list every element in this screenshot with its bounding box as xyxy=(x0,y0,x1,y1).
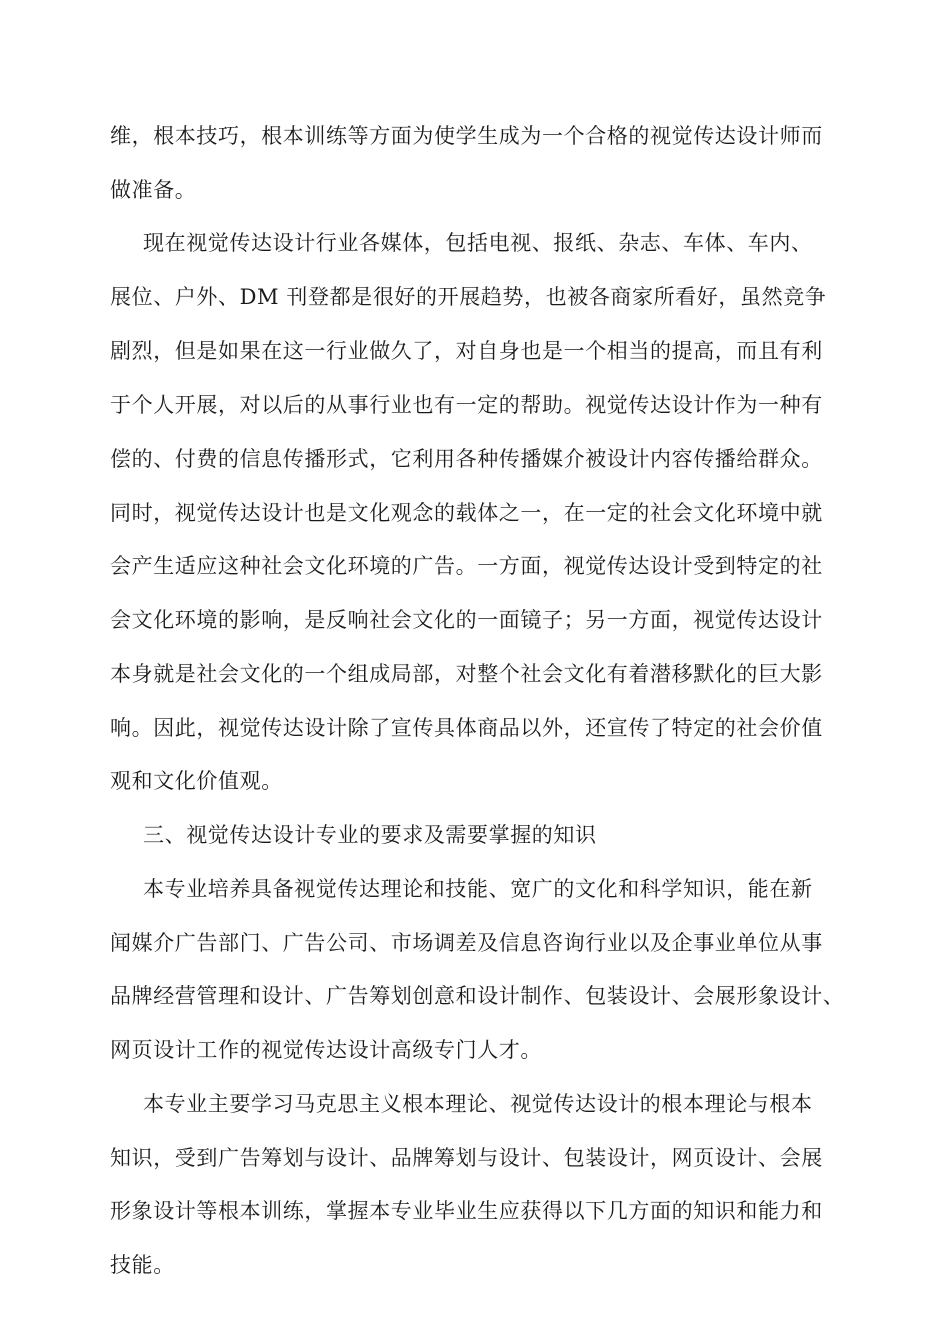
text-line: 展位、户外、DM 刊登都是很好的开展趋势，也被各商家所看好，虽然竞争 xyxy=(110,285,827,309)
text-line: 会产生适应这种社会文化环境的广告。一方面，视觉传达设计受到特定的社 xyxy=(110,554,823,578)
text-line: 本身就是社会文化的一个组成局部，对整个社会文化有着潜移默化的巨大影 xyxy=(110,662,823,686)
text-line: 做准备。 xyxy=(110,178,197,202)
text-line: 闻媒介广告部门、广告公司、市场调差及信息咨询行业以及企事业单位从事 xyxy=(110,931,823,955)
text-line: 品牌经营管理和设计、广告筹划创意和设计制作、包装设计、会展形象设计、 xyxy=(110,984,845,1008)
text-line: 形象设计等根本训练，掌握本专业毕业生应获得以下几方面的知识和能力和 xyxy=(110,1199,823,1223)
text-line: 同时，视觉传达设计也是文化观念的载体之一，在一定的社会文化环境中就 xyxy=(110,501,823,525)
text-line: 维，根本技巧，根本训练等方面为使学生成为一个合格的视觉传达设计师而 xyxy=(110,124,823,148)
text-line: 观和文化价值观。 xyxy=(110,769,283,793)
text-line: 会文化环境的影响，是反响社会文化的一面镜子；另一方面，视觉传达设计 xyxy=(110,608,823,632)
section-heading: 三、视觉传达设计专业的要求及需要掌握的知识 xyxy=(143,823,597,847)
paragraph-start-line: 现在视觉传达设计行业各媒体，包括电视、报纸、杂志、车体、车内、 xyxy=(143,231,813,255)
paragraph-start-line: 本专业主要学习马克思主义根本理论、视觉传达设计的根本理论与根本 xyxy=(143,1092,813,1116)
text-line: 剧烈，但是如果在这一行业做久了，对自身也是一个相当的提高，而且有利 xyxy=(110,339,823,363)
text-line: 知识，受到广告筹划与设计、品牌筹划与设计、包装设计，网页设计、会展 xyxy=(110,1146,823,1170)
paragraph-start-line: 本专业培养具备视觉传达理论和技能、宽广的文化和科学知识，能在新 xyxy=(143,877,813,901)
text-line: 技能。 xyxy=(110,1253,175,1277)
text-line: 响。因此，视觉传达设计除了宣传具体商品以外，还宣传了特定的社会价值 xyxy=(110,716,823,740)
text-line: 于个人开展，对以后的从事行业也有一定的帮助。视觉传达设计作为一种有 xyxy=(110,393,823,417)
text-line: 偿的、付费的信息传播形式，它利用各种传播媒介被设计内容传播给群众。 xyxy=(110,447,823,471)
text-line: 网页设计工作的视觉传达设计高级专门人才。 xyxy=(110,1038,542,1062)
